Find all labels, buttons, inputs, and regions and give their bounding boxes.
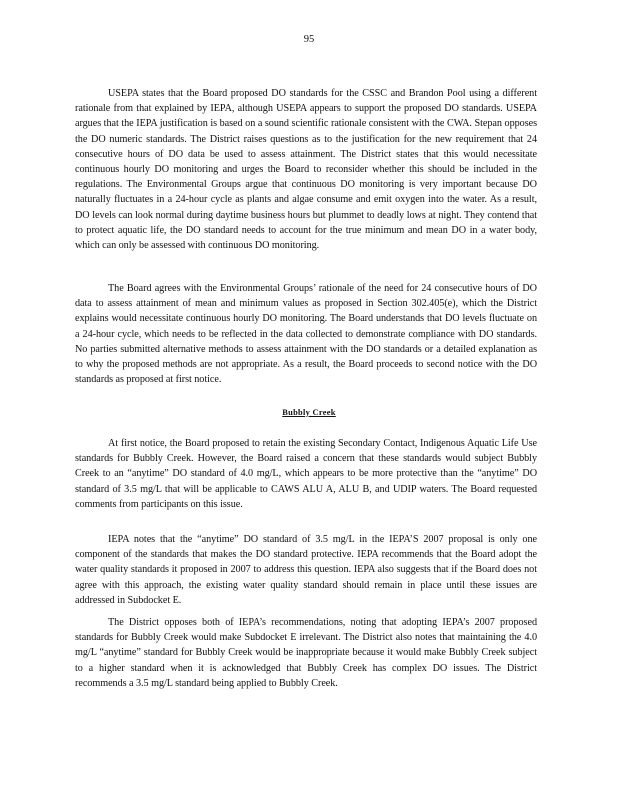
paragraph-usepa-stepan: USEPA states that the Board proposed DO standards for the CSSC and Brandon Pool using a different rationale from that explained by IEPA, although USEPA appears to support the proposed DO standards. USEPA argues that the IEPA justification is based on a sound scientific rationale consistent with the CWA. Stepan opposes the DO numeric standards. The District raises questions as to the justification for the new requirement that 24 consecutive hours of DO data be used to assess attainment. The District states that this would necessitate continuous hourly DO monitoring and urges the Board to reconsider whether this should be included in the regulations. The Environmental Groups argue that continuous DO monitoring is very important because DO naturally fluctuates in a 24-hour cycle as plants and algae consume and emit oxygen into the water. As a result, DO levels can look normal during daytime business hours but plummet to deadly lows at night. They contend that to protect aquatic life, the DO standard needs to account for the true minimum and mean DO in a water body, which can only be assessed with continuous DO monitoring.	[75, 88, 537, 252]
paragraph-board-agrees: The Board agrees with the Environmental Groups’ rationale of the need for 24 consecutive hours of DO data to assess attainment of mean and minimum values as proposed in Section 302.405(e), which the District explains would necessitate continuous hourly DO monitoring. The Board understands that DO levels fluctuate on a 24-hour cycle, which needs to be reflected in the data collected to demonstrate compliance with DO standards. No parties submitted alternative methods to assess attainment with the DO standards or a detailed explanation as to why the proposed methods are not appropriate. As a result, the Board proceeds to second notice with the DO standards as proposed at first notice.	[75, 283, 537, 386]
paragraph-district-opposes: The District opposes both of IEPA’s recommendations, noting that adopting IEPA’s 2007 proposed standards for Bubbly Creek would make Subdocket E irrelevant. The District also notes that maintaining the 4.0 mg/L “anytime” standard for Bubbly Creek would be inappropriate because it would make Bubbly Creek subject to a higher standard when it is acknowledged that Bubbly Creek has complex DO issues. The District recommends a 3.5 mg/L standard being applied to Bubbly Creek.	[75, 617, 537, 689]
section-heading-bubbly-creek: Bubbly Creek	[282, 408, 336, 417]
paragraph-first-notice: At first notice, the Board proposed to retain the existing Secondary Contact, Indigenous Aquatic Life Use standards for Bubbly Creek. However, the Board raised a concern that these standards would subject Bubbly Creek to an “anytime” DO standard of 4.0 mg/L, which appears to be more protective than the “anytime” DO standard of 3.5 mg/L that will be applicable to CAWS ALU A, ALU B, and UDIP waters. The Board requested comments from participants on this issue.	[75, 438, 537, 510]
page-number: 95	[303, 34, 315, 45]
paragraph-iepa-notes: IEPA notes that the “anytime” DO standard of 3.5 mg/L in the IEPA’S 2007 proposal is only one component of the standards that makes the DO standard protective. IEPA recommends that the Board adopt the water quality standards it proposed in 2007 to address this question. IEPA also suggests that if the Board does not agree with this approach, the existing water quality standard should remain in place until these issues are addressed in Subdocket E.	[75, 534, 537, 606]
